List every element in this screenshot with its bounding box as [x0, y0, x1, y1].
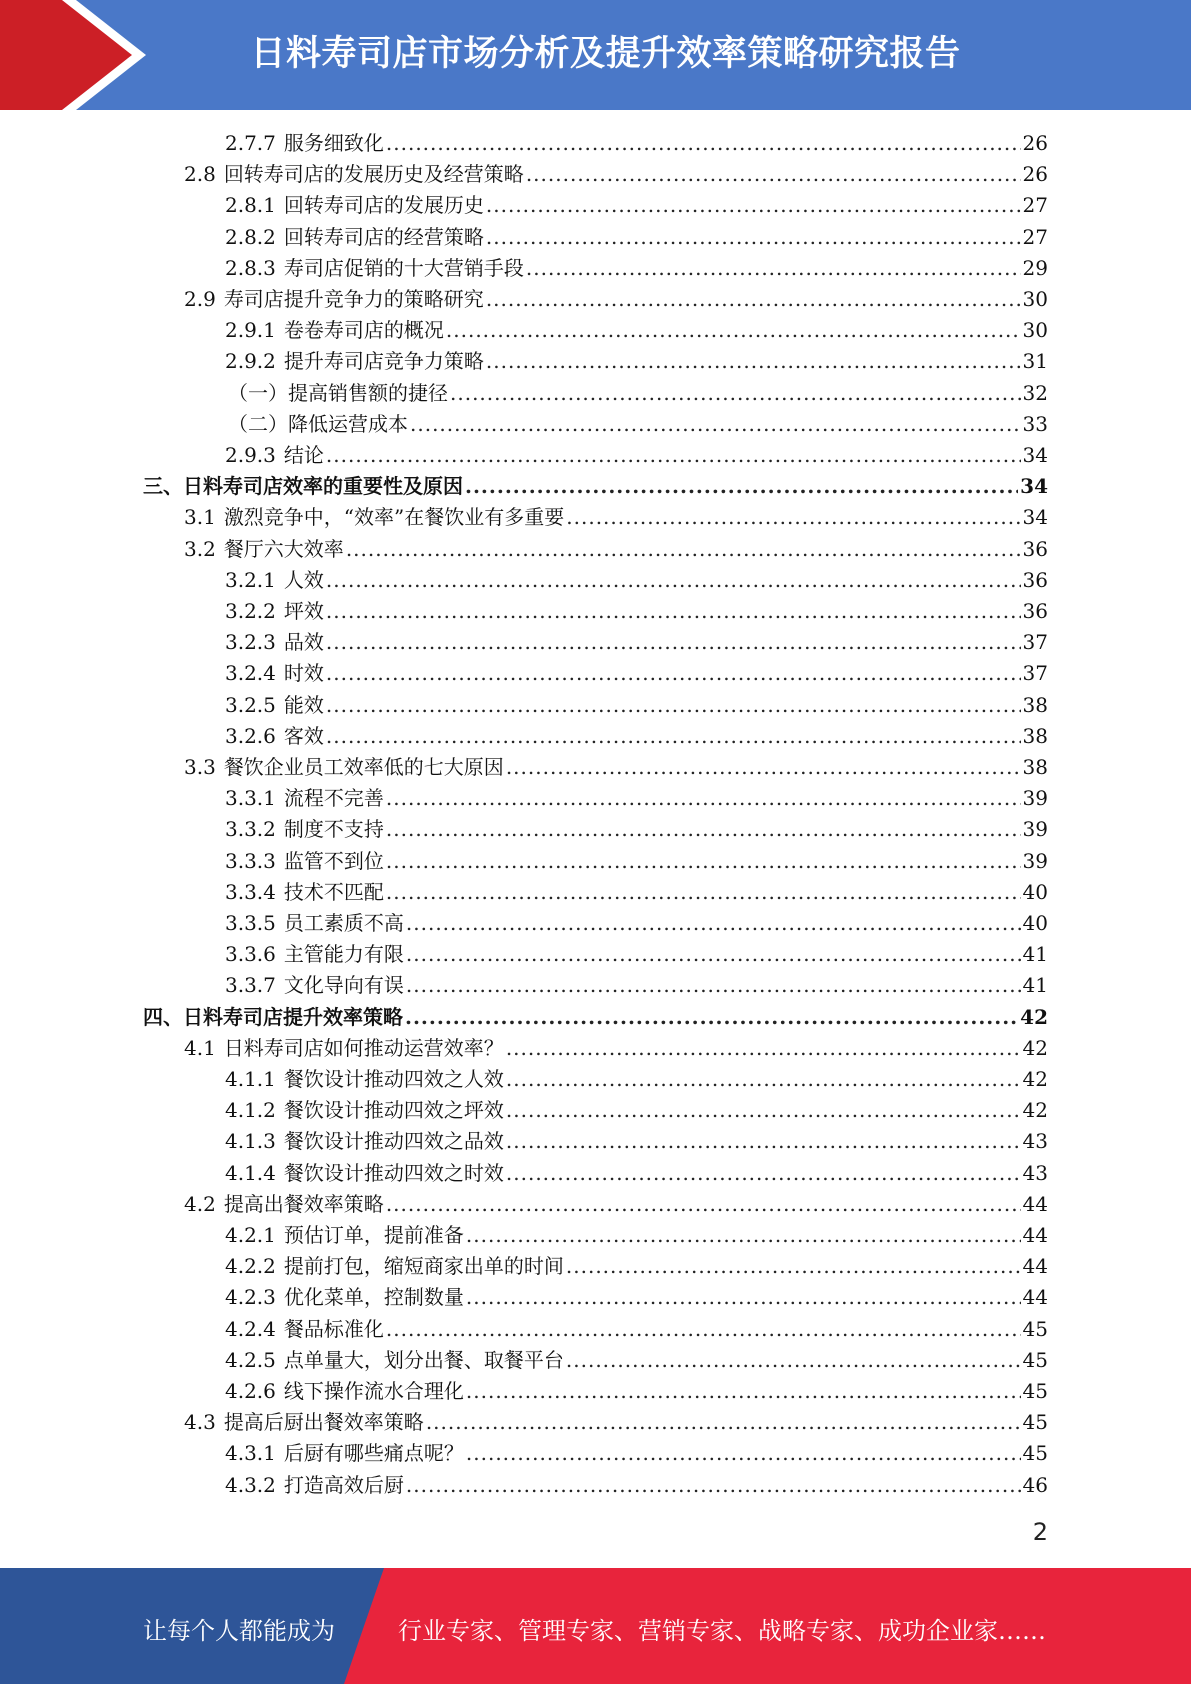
toc-entry-title: 优化菜单，控制数量 [283, 1285, 464, 1310]
toc-entry[interactable] [225, 783, 1048, 814]
toc-dot-leader [406, 939, 1021, 970]
toc-entry-title: 后厨有哪些痛点呢？ [283, 1441, 464, 1466]
toc-dot-leader [506, 1095, 1021, 1126]
toc-entry-page: 37 [1022, 661, 1048, 686]
toc-entry[interactable] [225, 128, 1048, 159]
toc-entry-page: 44 [1022, 1254, 1048, 1279]
toc-entry-page: 30 [1022, 318, 1048, 343]
toc-entry[interactable] [184, 1407, 1048, 1438]
toc-dot-leader [526, 253, 1021, 284]
toc-entry-title: 卷卷寿司店的概况 [283, 318, 444, 343]
toc-entry-number: 4.1.2 [225, 1098, 276, 1123]
toc-entry-page: 44 [1022, 1285, 1048, 1310]
toc-dot-leader [566, 1345, 1021, 1376]
toc-dot-leader [386, 814, 1021, 845]
toc-entry[interactable] [225, 1158, 1048, 1189]
toc-entry[interactable] [225, 721, 1048, 752]
toc-entry-title: 文化导向有误 [283, 973, 404, 998]
toc-dot-leader [406, 908, 1021, 939]
toc-entry-title: 餐厅六大效率 [223, 536, 344, 561]
toc-entry-title: （一）提高销售额的捷径 [228, 380, 448, 405]
toc-entry-title: 点单量大，划分出餐、取餐平台 [283, 1347, 564, 1372]
toc-dot-leader [326, 440, 1021, 471]
toc-entry-page: 42 [1022, 1067, 1048, 1091]
toc-entry-title: 餐饮设计推动四效之时效 [283, 1160, 504, 1185]
toc-entry-title: 提升寿司店竞争力策略 [283, 349, 484, 374]
toc-entry-number: 2.8 [184, 162, 216, 187]
toc-entry-page: 41 [1022, 942, 1048, 967]
toc-entry-number: 4.2.6 [225, 1379, 276, 1403]
toc-dot-leader [326, 596, 1021, 627]
toc-entry-page: 27 [1022, 224, 1048, 249]
toc-dot-leader [326, 721, 1021, 752]
toc-entry[interactable] [225, 908, 1048, 939]
toc-entry-number: 3.2.6 [225, 723, 276, 748]
toc-entry-title: 寿司店提升竞争力的策略研究 [223, 287, 484, 311]
toc-entry[interactable] [184, 1033, 1048, 1064]
toc-entry-title: 激烈竞争中，“效率”在餐饮业有多重要 [223, 505, 565, 530]
toc-entry-number: 2.9 [184, 287, 216, 311]
toc-entry-title: 能效 [283, 692, 324, 717]
toc-entry-page: 32 [1022, 380, 1048, 405]
toc-entry-number: 2.8.1 [225, 193, 276, 218]
toc-entry-number: 3.2.5 [225, 692, 276, 717]
toc-entry[interactable] [225, 253, 1048, 284]
toc-entry-number: 3.3.7 [225, 973, 276, 998]
toc-entry-number: 3.3.2 [225, 817, 276, 842]
toc-dot-leader [386, 128, 1021, 159]
toc-entry-number: 3.2.2 [225, 599, 276, 623]
toc-entry-title: 线下操作流水合理化 [283, 1379, 464, 1403]
toc-dot-leader [506, 1158, 1021, 1189]
page-header [0, 0, 1191, 110]
toc-dot-leader [386, 1314, 1021, 1345]
toc-dot-leader [486, 346, 1021, 377]
toc-entry-title: 打造高效后厨 [283, 1472, 404, 1497]
toc-entry-title: 四、日料寿司店提升效率策略 [143, 1004, 403, 1029]
toc-entry-number: 2.8.3 [225, 255, 276, 280]
toc-dot-leader [426, 1407, 1021, 1438]
toc-entry-title: 技术不匹配 [283, 879, 384, 904]
footer-slogan-right: 行业专家、管理专家、营销专家、战略专家、成功企业家…… [398, 1617, 1046, 1645]
toc-entry-title: 服务细致化 [283, 131, 384, 155]
toc-entry-number: 4.2.3 [225, 1285, 276, 1310]
toc-entry-page: 31 [1022, 349, 1048, 374]
toc-dot-leader [566, 1251, 1021, 1282]
toc-entry-page: 45 [1022, 1347, 1048, 1372]
toc-entry-page: 41 [1022, 973, 1048, 998]
toc-dot-leader [506, 752, 1021, 783]
toc-entry-number: 3.2.4 [225, 661, 276, 686]
toc-entry-page: 42 [1022, 1098, 1048, 1123]
toc-entry[interactable] [225, 627, 1048, 658]
toc-entry-number: 3.2.1 [225, 567, 276, 592]
toc-dot-leader [346, 534, 1021, 565]
toc-entry-page: 29 [1022, 255, 1048, 280]
toc-entry-number: 2.9.2 [225, 349, 276, 374]
page-number: 2 [1032, 1518, 1048, 1546]
toc-entry-number: 3.2 [184, 536, 216, 561]
toc-entry-title: 回转寿司店的发展历史 [283, 193, 484, 218]
toc-entry-page: 34 [1022, 443, 1048, 467]
toc-entry-number: 3.3.4 [225, 879, 276, 904]
toc-dot-leader [405, 1002, 1018, 1033]
toc-dot-leader [526, 159, 1021, 190]
toc-entry[interactable] [225, 846, 1048, 877]
toc-dot-leader [386, 1189, 1021, 1220]
toc-entry-page: 37 [1022, 630, 1048, 655]
toc-entry-title: 餐饮设计推动四效之人效 [283, 1067, 504, 1091]
toc-entry[interactable] [143, 1002, 1048, 1033]
toc-entry-number: 4.1.3 [225, 1129, 276, 1154]
toc-entry-page: 38 [1022, 723, 1048, 748]
toc-entry[interactable] [225, 190, 1048, 221]
toc-entry[interactable] [225, 1282, 1048, 1313]
toc-dot-leader [386, 877, 1021, 908]
toc-entry-number: 4.2.1 [225, 1223, 276, 1247]
toc-entry[interactable] [184, 159, 1048, 190]
toc-entry-number: 4.1.1 [225, 1067, 276, 1091]
toc-entry-number: 2.9.3 [225, 443, 276, 467]
toc-entry[interactable] [225, 1470, 1048, 1501]
toc-entry[interactable] [143, 471, 1048, 502]
toc-entry-number: 3.3.1 [225, 786, 276, 811]
toc-entry-title: 回转寿司店的发展历史及经营策略 [223, 162, 524, 187]
toc-dot-leader [386, 783, 1021, 814]
toc-entry-page: 44 [1022, 1191, 1048, 1216]
toc-entry-page: 42 [1022, 1035, 1048, 1060]
toc-dot-leader [465, 471, 1018, 502]
toc-entry-number: 2.8.2 [225, 224, 276, 249]
toc-entry-title: 餐饮企业员工效率低的七大原因 [223, 755, 504, 779]
toc-entry-number: 4.3.1 [225, 1441, 276, 1466]
toc-entry[interactable] [225, 1438, 1048, 1469]
toc-entry-page: 36 [1022, 599, 1048, 623]
toc-entry-number: 4.1.4 [225, 1160, 276, 1185]
toc-entry[interactable] [225, 658, 1048, 689]
toc-entry[interactable] [225, 346, 1048, 377]
toc-entry-number: 4.2.5 [225, 1347, 276, 1372]
toc-entry-number: 4.2.2 [225, 1254, 276, 1279]
toc-entry-title: 流程不完善 [283, 786, 384, 811]
toc-entry-page: 34 [1020, 474, 1048, 499]
toc-entry-page: 33 [1022, 411, 1048, 436]
toc-dot-leader [406, 970, 1021, 1001]
toc-entry-page: 40 [1022, 911, 1048, 935]
toc-entry-page: 36 [1022, 567, 1048, 592]
toc-entry[interactable] [228, 409, 1048, 440]
toc-entry[interactable] [225, 315, 1048, 346]
toc-entry[interactable] [184, 502, 1048, 533]
toc-entry-number: 4.3.2 [225, 1472, 276, 1497]
toc-entry-number: 4.2.4 [225, 1316, 276, 1341]
toc-entry-title: 三、日料寿司店效率的重要性及原因 [143, 474, 463, 499]
toc-entry-number: 2.7.7 [225, 131, 276, 155]
toc-entry-page: 26 [1022, 131, 1048, 155]
toc-entry-title: 预估订单，提前准备 [283, 1223, 464, 1247]
toc-entry-page: 27 [1022, 193, 1048, 218]
toc-entry-number: 3.3 [184, 755, 216, 779]
toc-dot-leader [326, 627, 1021, 658]
toc-entry-page: 36 [1022, 536, 1048, 561]
toc-entry[interactable] [225, 939, 1048, 970]
toc-entry[interactable] [184, 752, 1048, 783]
toc-dot-leader [326, 658, 1021, 689]
toc-entry-page: 39 [1022, 848, 1048, 873]
toc-dot-leader [506, 1064, 1021, 1095]
toc-entry-page: 44 [1022, 1223, 1048, 1247]
toc-entry-page: 40 [1022, 879, 1048, 904]
toc-entry-number: 3.3.3 [225, 848, 276, 873]
toc-entry-number: 3.3.6 [225, 942, 276, 967]
toc-entry-title: 人效 [283, 567, 324, 592]
toc-entry-number: 4.1 [184, 1035, 216, 1060]
toc-entry[interactable] [184, 1189, 1048, 1220]
toc-entry-number: 3.2.3 [225, 630, 276, 655]
toc-entry-title: 时效 [283, 661, 324, 686]
toc-entry-page: 26 [1022, 162, 1048, 187]
toc-entry-page: 45 [1022, 1441, 1048, 1466]
toc-entry-title: （二）降低运营成本 [228, 411, 408, 436]
toc-entry-page: 39 [1022, 786, 1048, 811]
toc-dot-leader [326, 690, 1021, 721]
toc-entry-number: 4.2 [184, 1191, 216, 1216]
toc-entry-number: 4.3 [184, 1410, 216, 1435]
footer-slogan-left: 让每个人都能成为 [143, 1617, 335, 1645]
toc-entry-title: 结论 [283, 443, 324, 467]
toc-entry[interactable] [184, 534, 1048, 565]
toc-dot-leader [566, 502, 1020, 533]
toc-entry-page: 45 [1022, 1410, 1048, 1435]
toc-dot-leader [466, 1282, 1021, 1313]
toc-entry-title: 监管不到位 [283, 848, 384, 873]
toc-dot-leader [446, 315, 1021, 346]
toc-entry-page: 43 [1022, 1160, 1048, 1185]
toc-entry-title: 寿司店促销的十大营销手段 [283, 255, 524, 280]
toc-dot-leader [466, 1376, 1021, 1407]
toc-entry-title: 餐饮设计推动四效之品效 [283, 1129, 504, 1154]
toc-entry-title: 客效 [283, 723, 324, 748]
document-title: 日料寿司店市场分析及提升效率策略研究报告 [250, 34, 961, 74]
toc-entry-title: 提高出餐效率策略 [223, 1191, 384, 1216]
toc-entry[interactable] [225, 1220, 1048, 1251]
toc-entry-number: 3.3.5 [225, 911, 276, 935]
toc-dot-leader [410, 409, 1021, 440]
toc-entry-page: 45 [1022, 1316, 1048, 1341]
toc-entry[interactable] [225, 1251, 1048, 1282]
toc-entry[interactable] [225, 440, 1048, 471]
toc-entry-page: 30 [1022, 287, 1048, 311]
toc-entry-page: 39 [1022, 817, 1048, 842]
toc-entry-page: 43 [1022, 1129, 1048, 1154]
toc-entry-title: 提高后厨出餐效率策略 [223, 1410, 424, 1435]
toc-entry-title: 坪效 [283, 599, 324, 623]
toc-entry[interactable] [225, 596, 1048, 627]
toc-entry-number: 2.9.1 [225, 318, 276, 343]
toc-entry[interactable] [225, 1376, 1048, 1407]
toc-dot-leader [466, 1438, 1021, 1469]
toc-entry[interactable] [225, 814, 1048, 845]
toc-entry-title: 主管能力有限 [283, 942, 404, 967]
toc-entry-title: 餐饮设计推动四效之坪效 [283, 1098, 504, 1123]
toc-entry-page: 42 [1020, 1004, 1048, 1029]
toc-entry-page: 34 [1022, 505, 1048, 530]
toc-dot-leader [406, 1470, 1021, 1501]
toc-entry-page: 46 [1022, 1472, 1048, 1497]
toc-entry[interactable] [225, 1345, 1048, 1376]
toc-dot-leader [450, 378, 1021, 409]
toc-entry[interactable] [225, 1095, 1048, 1126]
toc-entry-title: 员工素质不高 [283, 911, 404, 935]
toc-entry[interactable] [225, 1314, 1048, 1345]
toc-dot-leader [326, 565, 1021, 596]
page-footer [0, 1568, 1191, 1684]
toc-entry[interactable] [225, 690, 1048, 721]
toc-entry-title: 回转寿司店的经营策略 [283, 224, 484, 249]
toc-entry[interactable] [225, 877, 1048, 908]
toc-entry[interactable] [225, 565, 1048, 596]
toc-dot-leader [386, 846, 1021, 877]
toc-entry-title: 餐品标准化 [283, 1316, 384, 1341]
toc-dot-leader [466, 1220, 1021, 1251]
toc-entry-title: 提前打包，缩短商家出单的时间 [283, 1254, 564, 1279]
toc-entry[interactable] [225, 1064, 1048, 1095]
toc-entry-title: 制度不支持 [283, 817, 384, 842]
toc-dot-leader [506, 1126, 1021, 1157]
toc-entry[interactable] [225, 1126, 1048, 1157]
toc-entry-number: 3.1 [184, 505, 216, 530]
toc-entry[interactable] [228, 378, 1048, 409]
toc-entry-page: 38 [1022, 755, 1048, 779]
toc-entry[interactable] [225, 970, 1048, 1001]
toc-entry-page: 38 [1022, 692, 1048, 717]
toc-dot-leader [506, 1033, 1021, 1064]
toc-dot-leader [486, 190, 1021, 221]
toc-entry[interactable] [225, 222, 1048, 253]
toc-entry-title: 品效 [283, 630, 324, 655]
toc-entry[interactable] [184, 284, 1048, 315]
toc-dot-leader [486, 284, 1021, 315]
toc-dot-leader [486, 222, 1021, 253]
toc-entry-page: 45 [1022, 1379, 1048, 1403]
toc-entry-title: 日料寿司店如何推动运营效率？ [223, 1035, 504, 1060]
